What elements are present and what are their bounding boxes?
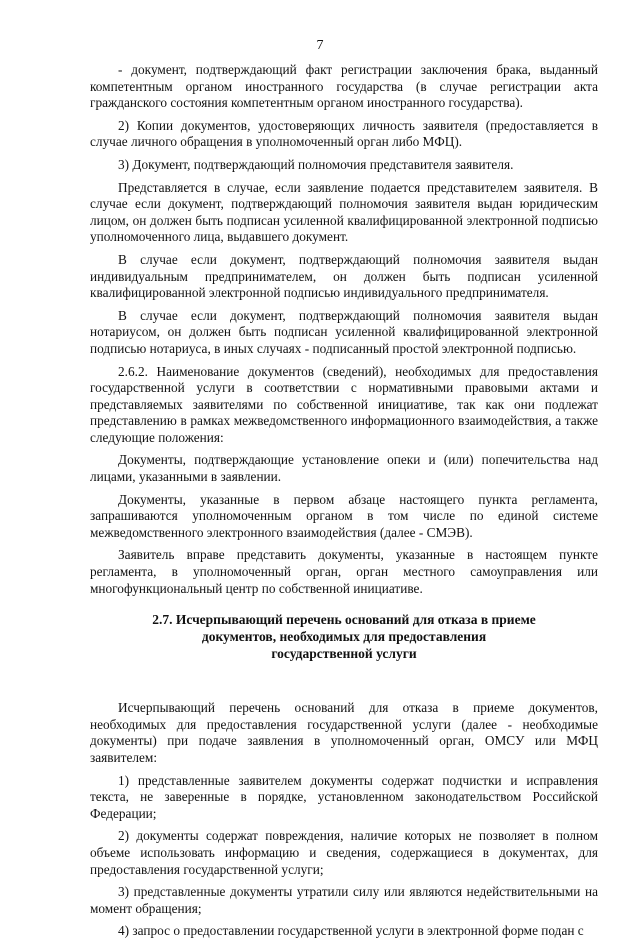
section-heading-line: документов, необходимых для предоставления (201, 629, 487, 645)
paragraph: Документы, указанные в первом абзаце настоящего пункта регламента, запрашиваются уполномоченным органом в том числе по единой системе межведомственного электронного взаимодействия (далее - СМЭВ). (90, 491, 598, 540)
paragraph: 4) запрос о предоставлении государственной услуги в электронной форме подан с (118, 923, 584, 939)
document-body (90, 62, 598, 946)
paragraph: 3) представленные документы утратили силу или являются недействительными на момент обращения; (90, 884, 598, 916)
paragraph: - документ, подтверждающий факт регистрации заключения брака, выданный компетентным органом иностранного государства (в случае регистрации акта гражданского состояния компетентным органом иностранного государства). (90, 62, 598, 111)
paragraph: 2) документы содержат повреждения, наличие которых не позволяет в полном объеме использовать информацию и сведения, содержащиеся в документах, для предоставления государственной услуги; (90, 828, 598, 877)
paragraph: 3) Документ, подтверждающий полномочия представителя заявителя. (118, 156, 514, 172)
section-heading-line: государственной услуги (271, 646, 417, 662)
paragraph: 1) представленные заявителем документы содержат подчистки и исправления текста, не заверенные в порядке, установленном законодательством Российской Федерации; (90, 772, 598, 821)
section-heading-line: 2.7. Исчерпывающий перечень оснований для отказа в приеме (152, 612, 536, 628)
section-heading (90, 611, 598, 662)
paragraph: 2) Копии документов, удостоверяющих личность заявителя (предоставляется в случае личного обращения в уполномоченный орган либо МФЦ). (90, 117, 598, 150)
page-number: 7 (316, 38, 324, 53)
paragraph: В случае если документ, подтверждающий полномочия заявителя выдан нотариусом, он должен быть подписан усиленной квалифицированной электронной подписью нотариуса, в иных случаях - подписанный простой электронной подписью. (90, 307, 598, 356)
paragraph: В случае если документ, подтверждающий полномочия заявителя выдан индивидуальным предпринимателем, он должен быть подписан усиленной квалифицированной электронной подписью индивидуального предпринимателя. (90, 251, 598, 301)
paragraph: 2.6.2. Наименование документов (сведений), необходимых для предоставления государственной услуги в соответствии с нормативными правовыми актами и представляемых заявителями по собственной инициативе, так как они подлежат представлению в рамках межведомственного информационного взаимодействия, а также следующие положения: (90, 363, 598, 445)
paragraph: Документы, подтверждающие установление опеки и (или) попечительства над лицами, указанными в заявлении. (90, 452, 598, 485)
paragraph: Исчерпывающий перечень оснований для отказа в приеме документов, необходимых для предоставления государственной услуги (далее - необходимые документы) при подаче заявления в уполномоченный орган, ОМСУ или МФЦ заявителем: (90, 700, 598, 765)
paragraph: Заявитель вправе представить документы, указанные в настоящем пункте регламента, в уполномоченный орган, орган местного самоуправления или многофункциональный центр по собственной инициативе. (90, 547, 598, 596)
paragraph: Представляется в случае, если заявление подается представителем заявителя. В случае если документ, подтверждающий полномочия заявителя выдан юридическим лицом, он должен быть подписан усиленной квалифицированной электронной подписью уполномоченного лица, выдавшего документ. (90, 179, 598, 245)
spacer (90, 662, 598, 700)
